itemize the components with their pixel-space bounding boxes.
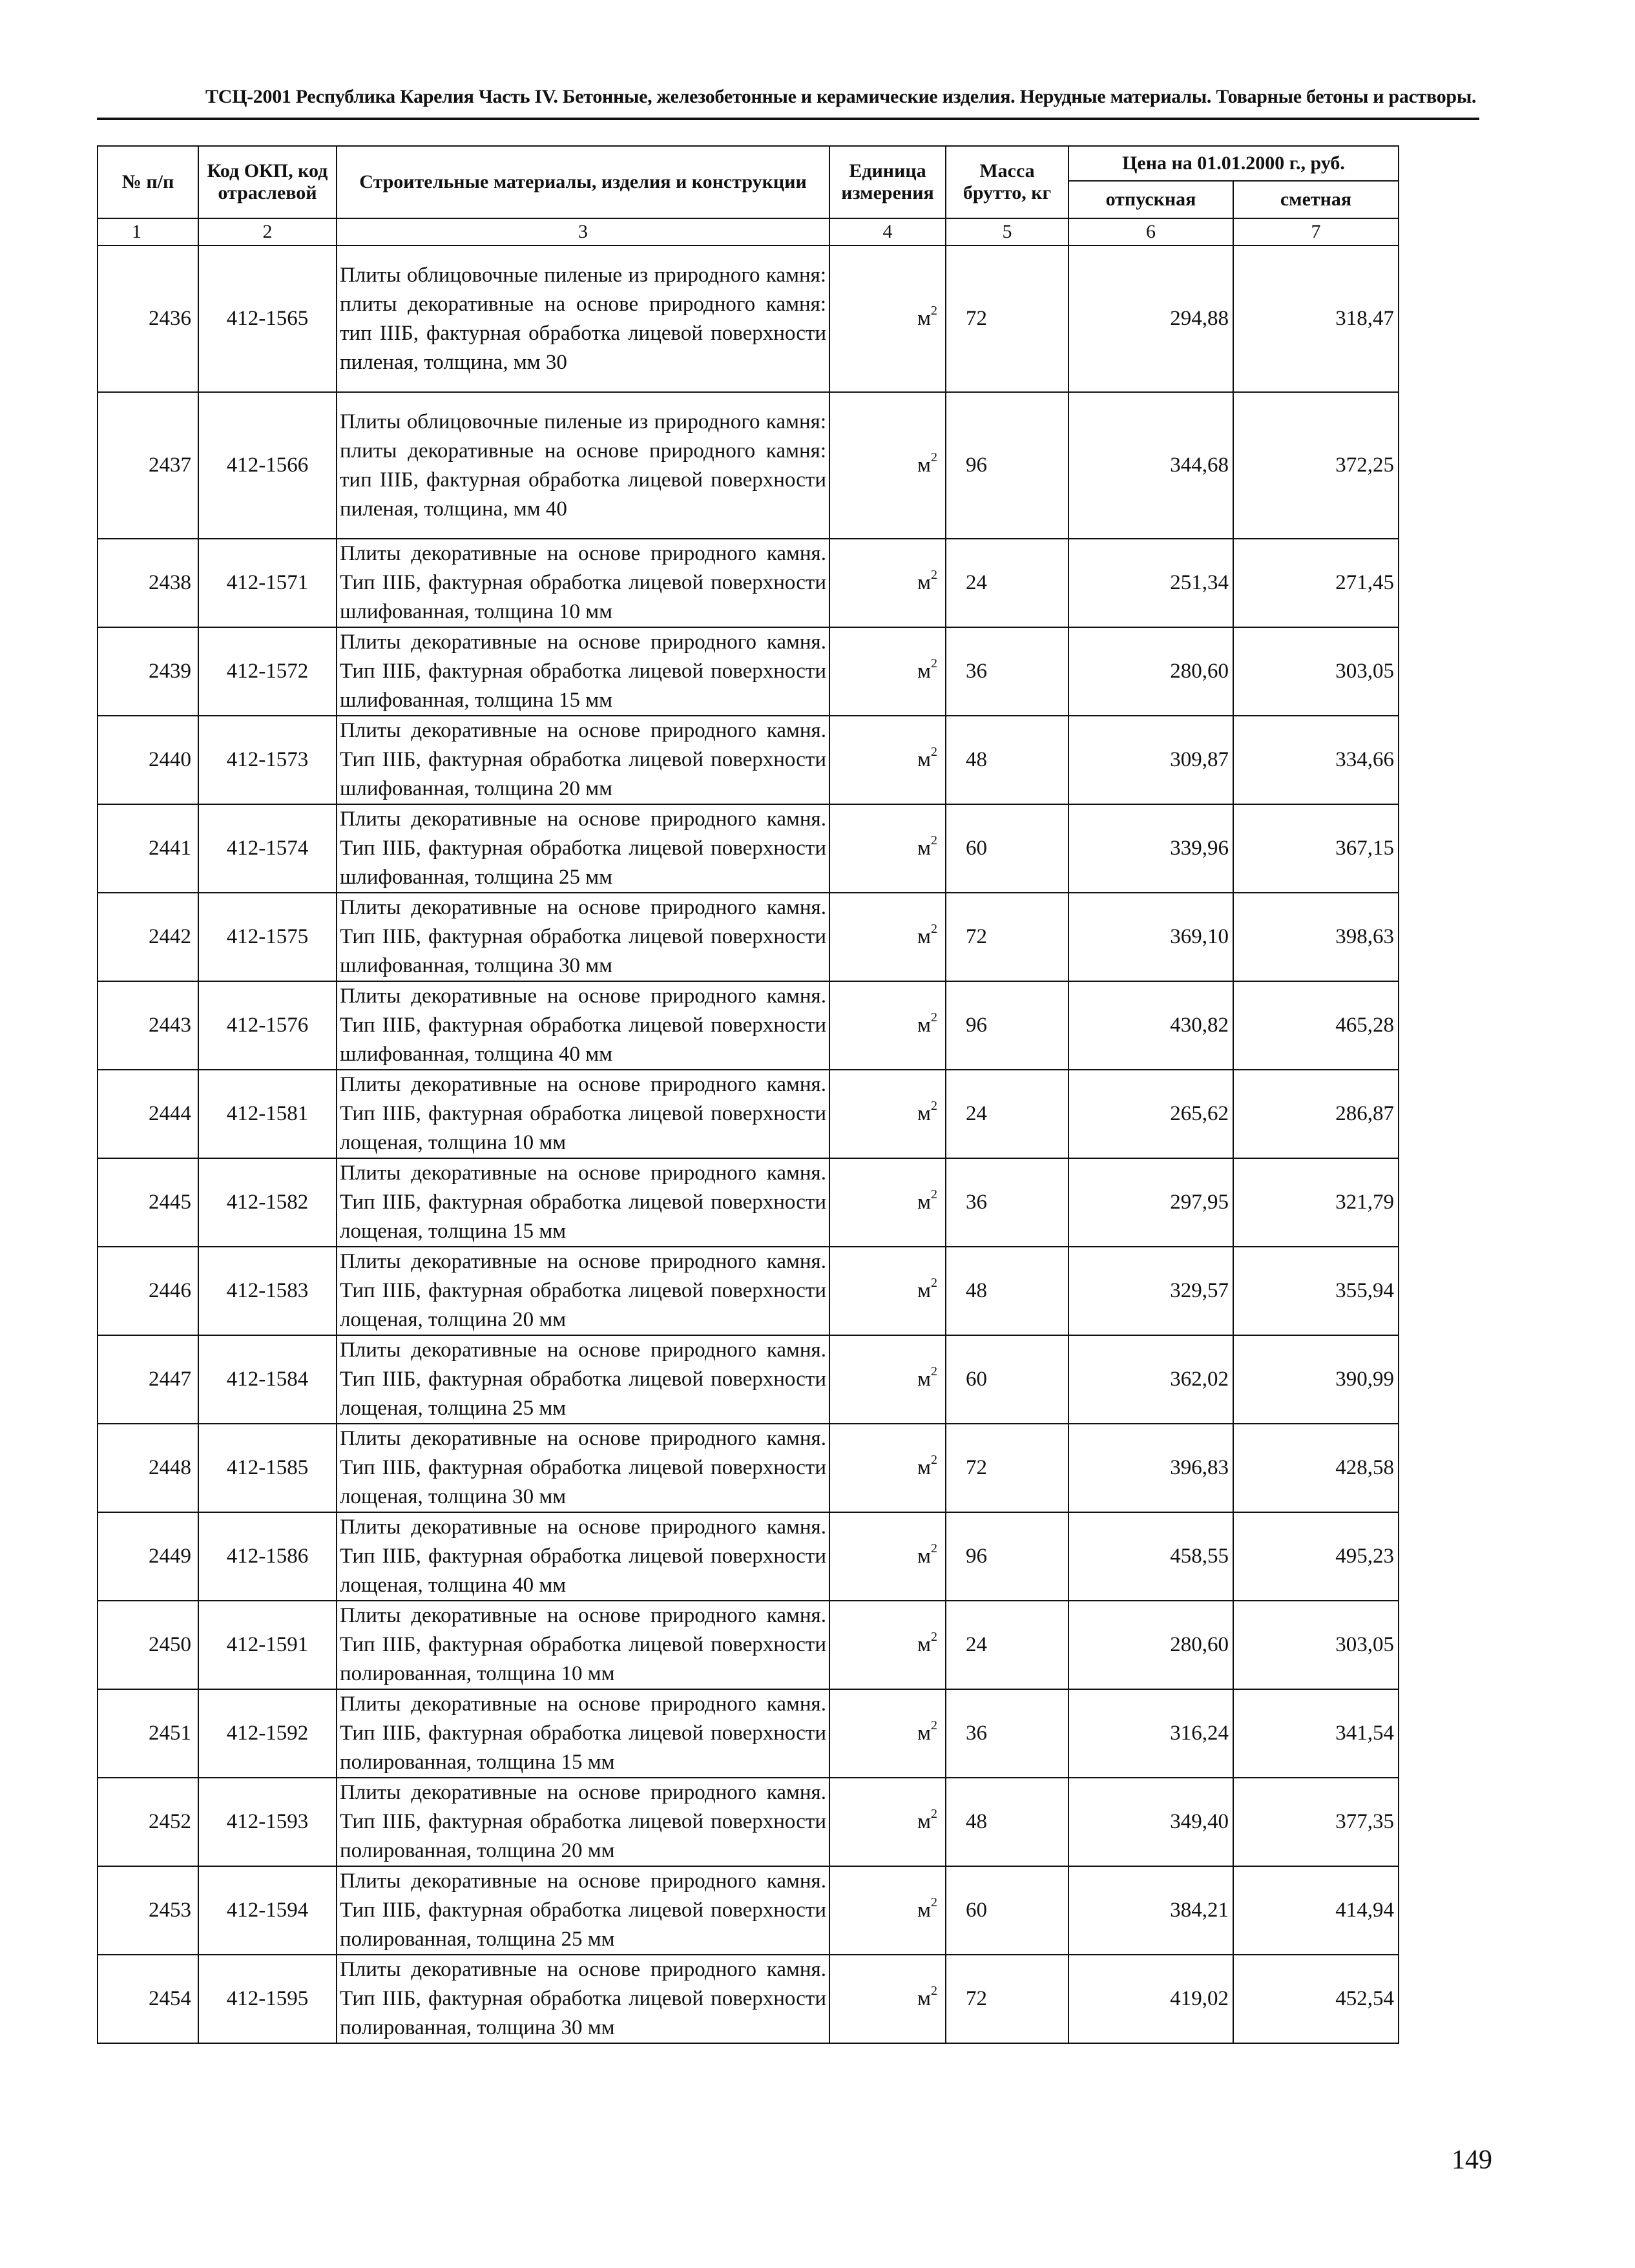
row-number: 2436 bbox=[98, 245, 198, 392]
gross-mass: 72 bbox=[946, 893, 1068, 981]
okp-code: 412-1592 bbox=[198, 1689, 337, 1778]
column-number: 7 bbox=[1233, 218, 1399, 245]
price-release: 349,40 bbox=[1068, 1778, 1233, 1866]
table-row bbox=[98, 1158, 1399, 1247]
gross-mass: 48 bbox=[946, 1247, 1068, 1335]
okp-code: 412-1583 bbox=[198, 1247, 337, 1335]
unit-exponent: 2 bbox=[931, 922, 937, 936]
row-number: 2445 bbox=[98, 1158, 198, 1247]
table-row bbox=[98, 627, 1399, 716]
header-divider bbox=[97, 118, 1479, 120]
unit-exponent: 2 bbox=[931, 1630, 937, 1644]
okp-code: 412-1595 bbox=[198, 1955, 337, 2043]
row-number: 2439 bbox=[98, 627, 198, 716]
price-release: 344,68 bbox=[1068, 392, 1233, 539]
unit-label: м bbox=[917, 1987, 931, 2010]
price-release: 369,10 bbox=[1068, 893, 1233, 981]
item-description: Плиты декоративные на основе природного камня. Тип IIIБ, фактурная обработка лицевой поверхности полированная, толщина 20 мм bbox=[337, 1778, 829, 1866]
item-description: Плиты декоративные на основе природного камня. Тип IIIБ, фактурная обработка лицевой поверхности лощеная, толщина 20 мм bbox=[337, 1247, 829, 1335]
item-description: Плиты декоративные на основе природного камня. Тип IIIБ, фактурная обработка лицевой поверхности шлифованная, толщина 40 мм bbox=[337, 981, 829, 1070]
page-number: 149 bbox=[1452, 2145, 1492, 2175]
item-description: Плиты декоративные на основе природного камня. Тип IIIБ, фактурная обработка лицевой поверхности шлифованная, толщина 25 мм bbox=[337, 804, 829, 893]
col-header-price-estimate: сметная bbox=[1233, 181, 1399, 218]
okp-code: 412-1593 bbox=[198, 1778, 337, 1866]
unit-exponent: 2 bbox=[931, 1984, 937, 1998]
item-description: Плиты декоративные на основе природного камня. Тип IIIБ, фактурная обработка лицевой поверхности полированная, толщина 15 мм bbox=[337, 1689, 829, 1778]
unit-exponent: 2 bbox=[931, 568, 937, 582]
row-number: 2437 bbox=[98, 392, 198, 539]
unit-of-measure bbox=[829, 1689, 946, 1778]
row-number: 2442 bbox=[98, 893, 198, 981]
unit-of-measure bbox=[829, 1424, 946, 1512]
unit-label: м bbox=[917, 1810, 931, 1833]
table-row bbox=[98, 1247, 1399, 1335]
unit-label: м bbox=[917, 748, 931, 771]
table-row bbox=[98, 1070, 1399, 1158]
row-number: 2441 bbox=[98, 804, 198, 893]
unit-exponent: 2 bbox=[931, 1364, 937, 1378]
gross-mass: 72 bbox=[946, 1955, 1068, 2043]
item-description: Плиты декоративные на основе природного камня. Тип IIIБ, фактурная обработка лицевой поверхности лощеная, толщина 30 мм bbox=[337, 1424, 829, 1512]
item-description: Плиты декоративные на основе природного камня. Тип IIIБ, фактурная обработка лицевой поверхности лощеная, толщина 15 мм bbox=[337, 1158, 829, 1247]
gross-mass: 24 bbox=[946, 1070, 1068, 1158]
column-number: 6 bbox=[1068, 218, 1233, 245]
table-row bbox=[98, 981, 1399, 1070]
price-release: 251,34 bbox=[1068, 539, 1233, 627]
item-description: Плиты облицовочные пиленые из природного камня: плиты декоративные на основе природного камня: тип IIIБ, фактурная обработка лицевой поверхности пиленая, толщина, мм 40 bbox=[337, 392, 829, 539]
row-number: 2451 bbox=[98, 1689, 198, 1778]
table-row bbox=[98, 1335, 1399, 1424]
price-release: 309,87 bbox=[1068, 716, 1233, 804]
item-description: Плиты декоративные на основе природного камня. Тип IIIБ, фактурная обработка лицевой поверхности полированная, толщина 30 мм bbox=[337, 1955, 829, 2043]
price-release: 430,82 bbox=[1068, 981, 1233, 1070]
okp-code: 412-1574 bbox=[198, 804, 337, 893]
item-description: Плиты декоративные на основе природного камня. Тип IIIБ, фактурная обработка лицевой поверхности шлифованная, толщина 10 мм bbox=[337, 539, 829, 627]
col-header-code: Код ОКП, код отраслевой bbox=[198, 146, 337, 218]
unit-label: м bbox=[917, 1191, 931, 1214]
row-number: 2450 bbox=[98, 1601, 198, 1689]
row-number: 2443 bbox=[98, 981, 198, 1070]
unit-of-measure bbox=[829, 1070, 946, 1158]
row-number: 2454 bbox=[98, 1955, 198, 2043]
table-row bbox=[98, 716, 1399, 804]
unit-exponent: 2 bbox=[931, 1718, 937, 1732]
unit-of-measure bbox=[829, 1335, 946, 1424]
unit-label: м bbox=[917, 837, 931, 860]
okp-code: 412-1571 bbox=[198, 539, 337, 627]
item-description: Плиты декоративные на основе природного камня. Тип IIIБ, фактурная обработка лицевой поверхности шлифованная, толщина 30 мм bbox=[337, 893, 829, 981]
price-release: 294,88 bbox=[1068, 245, 1233, 392]
gross-mass: 48 bbox=[946, 1778, 1068, 1866]
gross-mass: 96 bbox=[946, 981, 1068, 1070]
table-row bbox=[98, 1778, 1399, 1866]
unit-exponent: 2 bbox=[931, 656, 937, 671]
okp-code: 412-1575 bbox=[198, 893, 337, 981]
gross-mass: 96 bbox=[946, 392, 1068, 539]
unit-of-measure bbox=[829, 1955, 946, 2043]
price-estimate: 355,94 bbox=[1233, 1247, 1399, 1335]
okp-code: 412-1576 bbox=[198, 981, 337, 1070]
table-row bbox=[98, 1601, 1399, 1689]
gross-mass: 24 bbox=[946, 539, 1068, 627]
price-release: 316,24 bbox=[1068, 1689, 1233, 1778]
okp-code: 412-1565 bbox=[198, 245, 337, 392]
unit-of-measure bbox=[829, 245, 946, 392]
unit-of-measure bbox=[829, 539, 946, 627]
okp-code: 412-1582 bbox=[198, 1158, 337, 1247]
unit-exponent: 2 bbox=[931, 1895, 937, 1909]
gross-mass: 36 bbox=[946, 1158, 1068, 1247]
gross-mass: 60 bbox=[946, 1335, 1068, 1424]
price-estimate: 303,05 bbox=[1233, 1601, 1399, 1689]
table-row bbox=[98, 804, 1399, 893]
gross-mass: 24 bbox=[946, 1601, 1068, 1689]
column-number: 2 bbox=[198, 218, 337, 245]
item-description: Плиты декоративные на основе природного камня. Тип IIIБ, фактурная обработка лицевой поверхности шлифованная, толщина 15 мм bbox=[337, 627, 829, 716]
gross-mass: 96 bbox=[946, 1512, 1068, 1601]
price-release: 419,02 bbox=[1068, 1955, 1233, 2043]
document-header-title: ТСЦ-2001 Республика Карелия Часть IV. Бетонные, железобетонные и керамические изделия. Нерудные материалы. Товарные бетоны и растворы. bbox=[205, 86, 1477, 107]
unit-of-measure bbox=[829, 392, 946, 539]
item-description: Плиты декоративные на основе природного камня. Тип IIIБ, фактурная обработка лицевой поверхности полированная, толщина 10 мм bbox=[337, 1601, 829, 1689]
unit-label: м bbox=[917, 307, 931, 330]
col-header-name: Строительные материалы, изделия и конструкции bbox=[337, 146, 829, 218]
price-estimate: 398,63 bbox=[1233, 893, 1399, 981]
price-estimate: 495,23 bbox=[1233, 1512, 1399, 1601]
gross-mass: 60 bbox=[946, 804, 1068, 893]
unit-label: м bbox=[917, 1102, 931, 1125]
gross-mass: 72 bbox=[946, 1424, 1068, 1512]
column-number: 5 bbox=[946, 218, 1068, 245]
unit-of-measure bbox=[829, 804, 946, 893]
unit-exponent: 2 bbox=[931, 1807, 937, 1821]
okp-code: 412-1572 bbox=[198, 627, 337, 716]
unit-of-measure bbox=[829, 1158, 946, 1247]
unit-exponent: 2 bbox=[931, 304, 937, 318]
price-estimate: 377,35 bbox=[1233, 1778, 1399, 1866]
unit-label: м bbox=[917, 1633, 931, 1656]
row-number: 2453 bbox=[98, 1866, 198, 1955]
gross-mass: 60 bbox=[946, 1866, 1068, 1955]
table-row bbox=[98, 893, 1399, 981]
unit-of-measure bbox=[829, 627, 946, 716]
price-release: 339,96 bbox=[1068, 804, 1233, 893]
table-row bbox=[98, 539, 1399, 627]
price-release: 329,57 bbox=[1068, 1247, 1233, 1335]
unit-label: м bbox=[917, 1722, 931, 1745]
table-header-row bbox=[98, 146, 1399, 181]
price-release: 384,21 bbox=[1068, 1866, 1233, 1955]
unit-label: м bbox=[917, 1368, 931, 1391]
table-row bbox=[98, 245, 1399, 392]
okp-code: 412-1586 bbox=[198, 1512, 337, 1601]
unit-exponent: 2 bbox=[931, 1541, 937, 1555]
price-estimate: 318,47 bbox=[1233, 245, 1399, 392]
price-estimate: 414,94 bbox=[1233, 1866, 1399, 1955]
gross-mass: 72 bbox=[946, 245, 1068, 392]
unit-label: м bbox=[917, 1456, 931, 1479]
price-estimate: 303,05 bbox=[1233, 627, 1399, 716]
price-estimate: 334,66 bbox=[1233, 716, 1399, 804]
price-estimate: 390,99 bbox=[1233, 1335, 1399, 1424]
col-header-unit: Единица измерения bbox=[829, 146, 946, 218]
col-header-price-release: отпускная bbox=[1068, 181, 1233, 218]
unit-label: м bbox=[917, 1545, 931, 1568]
unit-of-measure bbox=[829, 1512, 946, 1601]
okp-code: 412-1585 bbox=[198, 1424, 337, 1512]
unit-exponent: 2 bbox=[931, 1010, 937, 1025]
unit-exponent: 2 bbox=[931, 745, 937, 759]
price-table bbox=[97, 145, 1399, 2044]
unit-label: м bbox=[917, 1899, 931, 1922]
unit-label: м bbox=[917, 453, 931, 477]
row-number: 2440 bbox=[98, 716, 198, 804]
table-body bbox=[98, 245, 1399, 2043]
unit-exponent: 2 bbox=[931, 450, 937, 464]
price-release: 280,60 bbox=[1068, 627, 1233, 716]
column-number: 3 bbox=[337, 218, 829, 245]
unit-label: м bbox=[917, 925, 931, 948]
price-estimate: 271,45 bbox=[1233, 539, 1399, 627]
col-header-price-group: Цена на 01.01.2000 г., руб. bbox=[1068, 146, 1399, 181]
unit-label: м bbox=[917, 1279, 931, 1302]
okp-code: 412-1591 bbox=[198, 1601, 337, 1689]
okp-code: 412-1581 bbox=[198, 1070, 337, 1158]
okp-code: 412-1573 bbox=[198, 716, 337, 804]
price-estimate: 367,15 bbox=[1233, 804, 1399, 893]
price-estimate: 452,54 bbox=[1233, 1955, 1399, 2043]
unit-exponent: 2 bbox=[931, 1187, 937, 1202]
table-row bbox=[98, 392, 1399, 539]
gross-mass: 48 bbox=[946, 716, 1068, 804]
unit-of-measure bbox=[829, 716, 946, 804]
price-release: 280,60 bbox=[1068, 1601, 1233, 1689]
row-number: 2438 bbox=[98, 539, 198, 627]
item-description: Плиты декоративные на основе природного камня. Тип IIIБ, фактурная обработка лицевой поверхности лощеная, толщина 10 мм bbox=[337, 1070, 829, 1158]
table-row bbox=[98, 1689, 1399, 1778]
price-estimate: 321,79 bbox=[1233, 1158, 1399, 1247]
table-row bbox=[98, 1512, 1399, 1601]
unit-exponent: 2 bbox=[931, 1276, 937, 1290]
unit-of-measure bbox=[829, 1247, 946, 1335]
price-estimate: 372,25 bbox=[1233, 392, 1399, 539]
unit-label: м bbox=[917, 660, 931, 683]
row-number: 2448 bbox=[98, 1424, 198, 1512]
gross-mass: 36 bbox=[946, 627, 1068, 716]
table-row bbox=[98, 1955, 1399, 2043]
unit-exponent: 2 bbox=[931, 1099, 937, 1113]
row-number: 2452 bbox=[98, 1778, 198, 1866]
price-release: 396,83 bbox=[1068, 1424, 1233, 1512]
unit-exponent: 2 bbox=[931, 1453, 937, 1467]
price-estimate: 286,87 bbox=[1233, 1070, 1399, 1158]
column-number: 4 bbox=[829, 218, 946, 245]
row-number: 2449 bbox=[98, 1512, 198, 1601]
price-estimate: 465,28 bbox=[1233, 981, 1399, 1070]
price-release: 362,02 bbox=[1068, 1335, 1233, 1424]
unit-of-measure bbox=[829, 1601, 946, 1689]
price-estimate: 428,58 bbox=[1233, 1424, 1399, 1512]
item-description: Плиты декоративные на основе природного камня. Тип IIIБ, фактурная обработка лицевой поверхности лощеная, толщина 40 мм bbox=[337, 1512, 829, 1601]
item-description: Плиты декоративные на основе природного камня. Тип IIIБ, фактурная обработка лицевой поверхности лощеная, толщина 25 мм bbox=[337, 1335, 829, 1424]
item-description: Плиты декоративные на основе природного камня. Тип IIIБ, фактурная обработка лицевой поверхности полированная, толщина 25 мм bbox=[337, 1866, 829, 1955]
row-number: 2444 bbox=[98, 1070, 198, 1158]
unit-label: м bbox=[917, 1014, 931, 1037]
price-release: 265,62 bbox=[1068, 1070, 1233, 1158]
unit-of-measure bbox=[829, 1866, 946, 1955]
okp-code: 412-1584 bbox=[198, 1335, 337, 1424]
price-release: 458,55 bbox=[1068, 1512, 1233, 1601]
row-number: 2447 bbox=[98, 1335, 198, 1424]
okp-code: 412-1566 bbox=[198, 392, 337, 539]
unit-of-measure bbox=[829, 981, 946, 1070]
table-row bbox=[98, 1866, 1399, 1955]
price-release: 297,95 bbox=[1068, 1158, 1233, 1247]
unit-of-measure bbox=[829, 1778, 946, 1866]
row-number: 2446 bbox=[98, 1247, 198, 1335]
unit-exponent: 2 bbox=[931, 833, 937, 848]
col-header-mass: Масса брутто, кг bbox=[946, 146, 1068, 218]
price-estimate: 341,54 bbox=[1233, 1689, 1399, 1778]
table-row bbox=[98, 1424, 1399, 1512]
column-number-row bbox=[98, 218, 1399, 245]
okp-code: 412-1594 bbox=[198, 1866, 337, 1955]
item-description: Плиты декоративные на основе природного камня. Тип IIIБ, фактурная обработка лицевой поверхности шлифованная, толщина 20 мм bbox=[337, 716, 829, 804]
col-header-num: № п/п bbox=[98, 146, 198, 218]
unit-label: м bbox=[917, 571, 931, 594]
item-description: Плиты облицовочные пиленые из природного камня: плиты декоративные на основе природного камня: тип IIIБ, фактурная обработка лицевой поверхности пиленая, толщина, мм 30 bbox=[337, 245, 829, 392]
unit-of-measure bbox=[829, 893, 946, 981]
gross-mass: 36 bbox=[946, 1689, 1068, 1778]
column-number: 1 bbox=[98, 218, 198, 245]
